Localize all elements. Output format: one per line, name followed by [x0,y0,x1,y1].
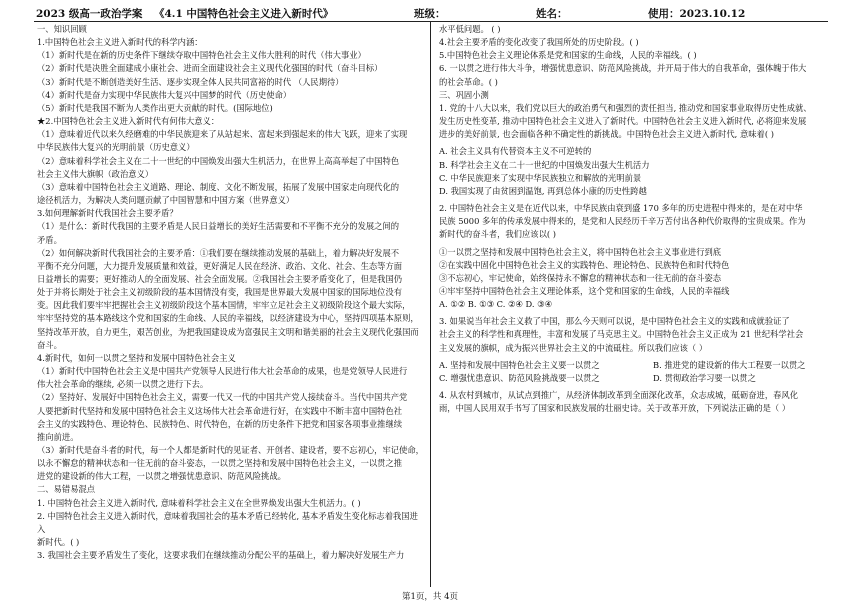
option-line: ②在实践中固化中国特色社会主义的实践特色、理论特色、民族特色和时代特色 [439,259,730,270]
stem-line: 3. 如果说当年社会主义救了中国，那么今天则可以说，是中国特色社会主义的实践和成就验证了 [439,316,790,327]
text-line: 处于并将长期处于社会主义初级阶段的基本国情没有变，我国是世界最大发展中国家的国际地位没有 [37,287,403,298]
text-line: 伟大社会革命的继续, 必须一以贯之进行下去。 [37,379,209,390]
question-1-options [439,145,831,198]
text-line: 新时代。( ) [37,537,80,548]
text-line: （2）新时代是决胜全面建成小康社会、进而全面建设社会主义现代化强国的时代（奋斗目标） [37,63,383,74]
text-line: （3）意味着中国特色社会主义道路、理论、制度、文化不断发展，拓展了发展中国家走向现代化的 [37,181,400,192]
text-line: 变。因此我们要牢牢把握社会主义初级阶段这个基本国情，牢牢立足社会主义初级阶段这个最大实际， [37,300,411,311]
text-line: 推向前进。 [37,431,79,442]
text-line: （5）新时代是我国不断为人类作出更大贡献的时代。(国际地位) [37,102,273,113]
option-line: C. 中华民族迎来了实现中华民族独立和解放的光明前景 [439,172,642,183]
question-2 [439,202,831,311]
text-line: 一、知识回顾 [37,24,87,34]
text-line: 途径机活力，为解决人类问题贡献了中国智慧和中国方案（世界意义） [37,195,295,206]
question-3-row-2 [439,372,831,385]
stem-line: 进步的美好前景, 也会面临各种不确定性的新挑战。中国特色社会主义进入新时代, 意味着( ) [439,129,774,140]
text-line: （2）坚持好、发展好中国特色社会主义，需要一代又一代的中国共产党人接续奋斗。当代中国共产党 [37,392,408,403]
text-line: 中华民族伟大复兴的光明前景（历史意义） [37,142,195,153]
stem-line: 4. 从农村到城市，从试点到推广，从经济体制改革到全面深化改革，众志成城，砥砺奋进，春风化 [439,390,799,401]
text-line: （3）新时代是不断创造美好生活、逐步实现全体人民共同富裕的时代 （人民期待） [37,76,344,87]
name-field-label: 姓名： [536,8,568,20]
text-line: （1）意味着近代以来久经磨难的中华民族迎来了从站起来、富起来到强起来的伟大飞跃，迎来了实现 [37,129,408,140]
text-line: 4.新时代，如何一以贯之坚持和发展中国特色社会主义 [37,352,236,363]
text-line: 二、易错易混点 [37,484,96,495]
stem-line: 民族 5000 多年的传承发展中得来的，是党和人民经历千辛万苦付出各种代价取得的宝贵成果。作为 [439,216,806,227]
question-3 [439,315,831,385]
text-line: 会主义的实践特色、理论特色、民族特色、时代特色，在新的历史条件下把党和国家各项事业推继续 [37,418,403,429]
text-line: 3.如何理解新时代我国社会主要矛盾？ [37,208,178,219]
text-line: （1）新时代是在新的历史条件下继续夺取中国特色社会主义伟大胜利的时代（伟大事业） [37,50,366,61]
question-3-option-d: D. 贯彻政治学习要一以贯之 [653,372,756,383]
left-column [37,23,425,562]
question-4-stem [439,389,831,415]
text-line: 的社会革命。( ) [439,76,498,87]
text-line: 进党的建设新的伟大工程，一以贯之增强忧患意识、防范风险挑战。 [37,471,286,482]
text-line: 5.中国特色社会主义理论体系是党和国家的生命线，人民的幸福线。( ) [439,50,697,61]
right-top-section [439,23,831,102]
lesson-title: 《4.1 中国特色社会主义进入新时代》 [154,8,334,20]
question-3-option-a: A. 坚持和发展中国特色社会主义要一以贯之 [439,359,600,370]
question-2-stem [439,202,831,241]
text-line: （1）新时代中国特色社会主义是中国共产党领导人民进行伟大社会革命的成果，也是党领导人民进行 [37,366,408,377]
option-line: ④牢牢坚持中国特色社会主义理论体系，这个党和国家的生命线，人民的幸福线 [439,285,730,296]
text-line: 人要把新时代坚持和发展中国特色社会主义这场伟大社会革命进行好，在实践中不断丰富中国特色社 [37,405,403,416]
stem-line: 主义发展的旗帜，成为振兴世界社会主义的中流砥柱。所以我们应该（ ） [439,342,708,353]
text-line: 1. 中国特色社会主义进入新时代, 意味着科学社会主义在全世界焕发出强大生机活力。( ) [37,497,361,508]
text-line: ★2.中国特色社会主义进入新时代有何伟大意义： [37,116,220,127]
text-line: 平衡不充分问题，大力提升发展质量和效益，更好满足人民在经济、政治、文化、社会、生态等方面 [37,260,403,271]
text-line: 2. 中国特色社会主义进入新时代，意味着我国社会的基本矛盾已经转化, 基本矛盾发生变化标志着我国进入 [37,510,418,534]
stem-line: 1. 党的十八大以来，我们党以巨大的政治勇气和强烈的责任担当, 推动党和国家事业取得历史性成就、 [439,102,812,113]
option-line: D. 我国实现了由贫困到温饱, 再到总体小康的历史性跨越 [439,185,647,196]
text-line: 牢牢坚持党的基本路线这个党和国家的生命线、人民的幸福线，以经济建设为中心，坚持四项基本原则， [37,313,419,324]
document-header [36,6,826,20]
class-doc-label: 2023 级高一政治学案 [36,8,143,20]
option-line: ③不忘初心，牢记使命，始终保持永不懈怠的精神状态和一往无前的奋斗姿态 [439,272,722,283]
text-line: 6. 一以贯之进行伟大斗争，增强忧患意识、防范风险挑战，并开局于伟大的自我革命，强体魄于伟大 [439,63,807,74]
class-field-label: 班级： [414,8,446,20]
text-line: （3）新时代是奋斗者的时代，每一个人都是新时代的见证者、开创者、建设者，要不忘初心，牢记使命， [37,445,424,455]
text-line: 以永不懈怠的精神状态和一往无前的奋斗姿态，一以贯之坚持和发展中国特色社会主义，一以贯之推 [37,458,403,469]
question-2-choices: A. ①② B. ①③ C. ②④ D. ③④ [439,299,553,310]
question-3-option-c: C. 增强忧患意识、防范风险挑战要一以贯之 [439,372,600,383]
text-line: 水平低问题。 ( ) [439,24,501,34]
option-line: B. 科学社会主义在二十一世纪的中国焕发出强大生机活力 [439,159,650,170]
text-line: （2）意味着科学社会主义在二十一世纪的中国焕发出强大生机活力，在世界上高高举起了中国特色 [37,155,400,166]
question-1-stem [439,102,831,141]
text-line: 矛盾。 [37,234,62,245]
option-line: A. 社会主义具有代替资本主义不可逆转的 [439,146,592,157]
text-line: （1）是什么：新时代我国的主要矛盾是人民日益增长的美好生活需要和不平衡不充分的发展之间的 [37,221,400,232]
question-2-options [439,246,831,299]
text-line: （4）新时代是奋力实现中华民族伟大复兴中国梦的时代（历史使命） [37,89,292,100]
question-1 [439,102,831,198]
stem-line: 2. 中国特色社会主义是在近代以来，中华民族由衰到盛 170 多年的历史进程中得来的，是在对中华 [439,203,803,214]
page-footer: 第1页，共 4页 [401,592,459,602]
text-line: （2）如何解决新时代我国社会的主要矛盾：①我们要在继续推动发展的基础上，着力解决好发展不 [37,247,400,258]
text-line: 1.中国特色社会主义进入新时代的科学内涵： [37,37,203,48]
text-line: 三、巩固小测 [439,89,489,100]
option-line: ①一以贯之坚持和发展中国特色社会主义，将中国特色社会主义事业进行到底 [439,246,722,257]
stem-line: 发生历史性变革, 推动中国特色社会主义进入了新时代。中国特色社会主义进入新时代, 必将迎来发展 [439,116,807,127]
text-line: 社会主义伟大旗帜（政治意义） [37,168,154,179]
stem-line: 新时代的奋斗者，我们应该以( ) [439,229,556,240]
stem-line: 雨，中国人民用双手书写了国家和民族发展的壮丽史诗。关于改革开放，下列说法正确的是（ ） [439,403,791,414]
text-line: 4.社会主要矛盾的变化改变了我国所处的历史阶段。( ) [439,37,639,48]
right-column [439,23,831,415]
text-line: 日益增长的需要；更好推动人的全面发展、社会全面发展。②我国社会主要矛盾变化了，但是我国仍 [37,273,403,284]
column-divider [430,21,431,587]
question-3-row-1 [439,359,831,372]
text-line: 坚持改革开放，自力更生，艰苦创业，为把我国建设成为富强民主文明和谐美丽的社会主义现代化强国而奋斗。 [37,326,419,350]
stem-line: 社会主义的科学性和真理性，丰富和发展了马克思主义。中国特色社会主义正成为 21 世纪科学社会 [439,329,804,340]
question-3-option-b: B. 推进党的建设新的伟大工程要一以贯之 [653,359,806,370]
question-3-stem [439,315,831,354]
text-line: 3. 我国社会主要矛盾发生了变化，这要求我们在继续推动分配公平的基础上，着力解决好发展生产力 [37,550,405,561]
usage-date: 使用：2023.10.12 [648,8,746,20]
header-rule [34,21,828,22]
